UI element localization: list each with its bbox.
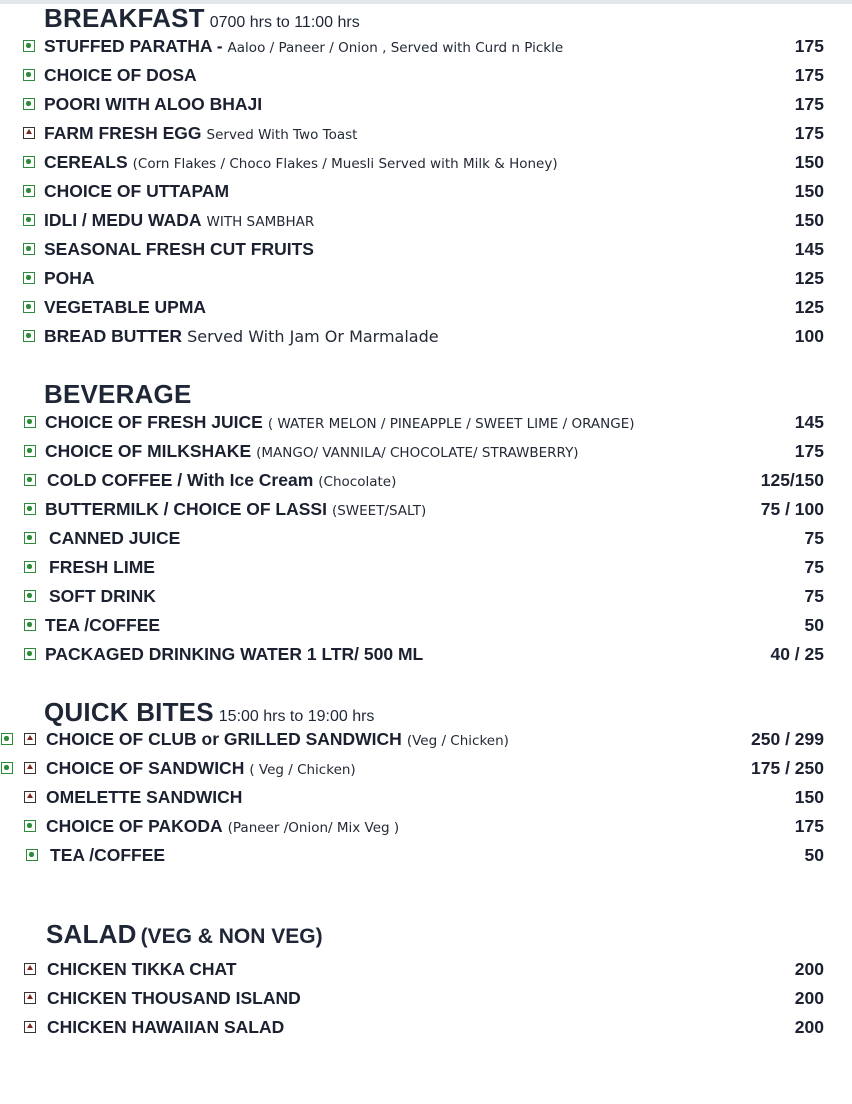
menu-item-name: CHICKEN THOUSAND ISLAND bbox=[47, 988, 301, 1008]
menu-item-price: 150 bbox=[794, 181, 824, 201]
menu-item-text bbox=[44, 92, 262, 117]
menu-item-price: 75 bbox=[804, 557, 824, 577]
menu-item-description: (Corn Flakes / Choco Flakes / Muesli Served with Milk & Honey) bbox=[132, 156, 558, 172]
quick-bites-title: QUICK BITES bbox=[44, 697, 214, 727]
veg-symbol-icon bbox=[23, 156, 35, 168]
beverage-title: BEVERAGE bbox=[44, 379, 192, 409]
menu-item-text bbox=[50, 843, 165, 868]
menu-item-text bbox=[46, 814, 399, 840]
non-veg-symbol-icon bbox=[24, 733, 36, 745]
veg-symbol-icon bbox=[24, 648, 36, 660]
menu-item-text bbox=[46, 727, 509, 753]
menu-item bbox=[0, 613, 852, 639]
menu-item-text bbox=[45, 439, 579, 465]
menu-item-text bbox=[46, 756, 356, 782]
menu-item-text bbox=[44, 266, 95, 291]
menu-item-price: 175 bbox=[794, 816, 824, 836]
menu-item-text bbox=[47, 1015, 284, 1040]
menu-item-price: 125/150 bbox=[760, 470, 824, 490]
menu-item-name: BREAD BUTTER bbox=[44, 326, 183, 346]
menu-item-text bbox=[44, 295, 206, 320]
menu-item-text bbox=[44, 121, 357, 147]
veg-symbol-icon bbox=[23, 301, 35, 313]
menu-item-name: CHICKEN TIKKA CHAT bbox=[47, 959, 237, 979]
menu-item-text bbox=[47, 468, 396, 494]
non-veg-symbol-icon bbox=[24, 1021, 36, 1033]
menu-item-name: SOFT DRINK bbox=[49, 586, 156, 606]
menu-item-name: VEGETABLE UPMA bbox=[44, 297, 207, 317]
veg-symbol-icon bbox=[24, 532, 36, 544]
menu-item bbox=[0, 179, 852, 205]
veg-symbol-icon bbox=[24, 820, 36, 832]
veg-symbol-icon bbox=[23, 98, 35, 110]
menu-item-name: CHOICE OF UTTAPAM bbox=[44, 181, 230, 201]
menu-item bbox=[0, 439, 852, 465]
menu-item-text bbox=[44, 34, 563, 60]
veg-symbol-icon bbox=[23, 185, 35, 197]
menu-item-name: CEREALS bbox=[44, 152, 128, 172]
quick-bites-hours: 15:00 hrs to 19:00 hrs bbox=[218, 708, 375, 725]
menu-item-name: IDLI / MEDU WADA bbox=[44, 210, 202, 230]
menu-item-text bbox=[44, 324, 439, 349]
menu-item-text bbox=[45, 613, 160, 638]
menu-item-name: POHA bbox=[44, 268, 95, 288]
menu-item-price: 175 / 250 bbox=[751, 758, 824, 778]
non-veg-symbol-icon bbox=[23, 127, 35, 139]
menu-item-text bbox=[49, 526, 180, 551]
menu-item-name: PACKAGED DRINKING WATER 1 LTR/ 500 ML bbox=[45, 644, 424, 664]
menu-item-description: Aaloo / Paneer / Onion , Served with Curd n Pickle bbox=[227, 40, 564, 56]
menu-item bbox=[0, 468, 852, 494]
menu-item-name: SEASONAL FRESH CUT FRUITS bbox=[44, 239, 314, 259]
menu-item-name: CHOICE OF DOSA bbox=[44, 65, 197, 85]
menu-item-price: 100 bbox=[794, 326, 824, 346]
menu-item bbox=[0, 642, 852, 668]
menu-item-name: CHOICE OF PAKODA bbox=[46, 816, 223, 836]
salad-subtitle: (VEG & NON VEG) bbox=[140, 925, 323, 948]
menu-item-description: Served With Two Toast bbox=[206, 127, 358, 143]
menu-item bbox=[0, 1015, 852, 1041]
menu-item bbox=[0, 756, 852, 782]
menu-item-price: 175 bbox=[794, 36, 824, 56]
menu-item bbox=[0, 555, 852, 581]
menu-item-text bbox=[44, 63, 197, 88]
veg-symbol-icon bbox=[23, 243, 35, 255]
menu-item-text bbox=[47, 957, 237, 982]
menu-item bbox=[0, 986, 852, 1012]
menu-item-price: 200 bbox=[794, 1017, 824, 1037]
beverage-header bbox=[44, 379, 192, 410]
menu-item-text bbox=[47, 986, 301, 1011]
menu-item-description: (Paneer /Onion/ Mix Veg ) bbox=[227, 820, 400, 836]
breakfast-header bbox=[44, 3, 360, 34]
salad-title: SALAD bbox=[46, 919, 137, 949]
menu-item-name: STUFFED PARATHA - bbox=[44, 36, 223, 56]
menu-item-price: 145 bbox=[794, 239, 824, 259]
menu-item-text bbox=[44, 179, 229, 204]
menu-item-name: FARM FRESH EGG bbox=[44, 123, 202, 143]
breakfast-hours: 0700 hrs to 11:00 hrs bbox=[209, 14, 360, 31]
menu-item-price: 75 bbox=[804, 586, 824, 606]
menu-item bbox=[0, 34, 852, 60]
quick-bites-header bbox=[44, 697, 374, 728]
menu-item-price: 150 bbox=[794, 152, 824, 172]
menu-item-price: 200 bbox=[794, 959, 824, 979]
menu-item-text bbox=[46, 785, 242, 810]
menu-item-name: OMELETTE SANDWICH bbox=[46, 787, 243, 807]
menu-item bbox=[0, 814, 852, 840]
menu-item bbox=[0, 843, 852, 869]
menu-item bbox=[0, 237, 852, 263]
menu-item bbox=[0, 266, 852, 292]
menu-item-price: 125 bbox=[794, 297, 824, 317]
menu-item-description: ( Veg / Chicken) bbox=[249, 762, 356, 778]
menu-item bbox=[0, 92, 852, 118]
veg-symbol-icon bbox=[24, 503, 36, 515]
menu-item-price: 40 / 25 bbox=[770, 644, 824, 664]
menu-item-price: 175 bbox=[794, 441, 824, 461]
veg-symbol-icon bbox=[24, 445, 36, 457]
menu-item bbox=[0, 63, 852, 89]
breakfast-title: BREAKFAST bbox=[44, 3, 205, 33]
menu-item-name: FRESH LIME bbox=[49, 557, 155, 577]
veg-symbol-icon bbox=[24, 416, 36, 428]
veg-symbol-icon bbox=[23, 272, 35, 284]
menu-item-name: TEA /COFFEE bbox=[50, 845, 166, 865]
menu-item-description: WITH SAMBHAR bbox=[206, 214, 315, 230]
menu-item-price: 175 bbox=[794, 65, 824, 85]
veg-symbol-icon bbox=[24, 619, 36, 631]
menu-item-name: BUTTERMILK / CHOICE OF LASSI bbox=[45, 499, 327, 519]
veg-symbol-icon bbox=[23, 214, 35, 226]
menu-item-text bbox=[44, 150, 558, 176]
menu-item bbox=[0, 295, 852, 321]
non-veg-symbol-icon bbox=[24, 791, 36, 803]
menu-item bbox=[0, 150, 852, 176]
non-veg-symbol-icon bbox=[24, 992, 36, 1004]
menu-item-price: 50 bbox=[804, 615, 824, 635]
menu-item-description: (SWEET/SALT) bbox=[331, 503, 427, 519]
salad-header bbox=[46, 919, 323, 950]
menu-item-description: (MANGO/ VANNILA/ CHOCOLATE/ STRAWBERRY) bbox=[256, 445, 579, 461]
menu-item-description: (Chocolate) bbox=[318, 474, 397, 490]
menu-item-name: CHICKEN HAWAIIAN SALAD bbox=[47, 1017, 285, 1037]
menu-item-name: TEA /COFFEE bbox=[45, 615, 161, 635]
menu-item bbox=[0, 410, 852, 436]
menu-item-price: 200 bbox=[794, 988, 824, 1008]
menu-item-price: 175 bbox=[794, 94, 824, 114]
menu-item bbox=[0, 957, 852, 983]
veg-symbol-icon bbox=[1, 762, 13, 774]
menu-item bbox=[0, 785, 852, 811]
menu-item-name: POORI WITH ALOO BHAJI bbox=[44, 94, 263, 114]
menu-item-text bbox=[44, 208, 314, 234]
menu-item-price: 75 / 100 bbox=[760, 499, 824, 519]
menu-item-name: CHOICE OF CLUB or GRILLED SANDWICH bbox=[46, 729, 402, 749]
veg-symbol-icon bbox=[23, 69, 35, 81]
menu-item-name: CHOICE OF MILKSHAKE bbox=[45, 441, 252, 461]
menu-item bbox=[0, 727, 852, 753]
menu-item-description: (Veg / Chicken) bbox=[406, 733, 509, 749]
menu-item-name: CHOICE OF SANDWICH bbox=[46, 758, 245, 778]
menu-item-name: COLD COFFEE / With Ice Cream bbox=[47, 470, 314, 490]
menu-item bbox=[0, 584, 852, 610]
menu-item-text bbox=[49, 584, 156, 609]
menu-item bbox=[0, 208, 852, 234]
menu-item-price: 145 bbox=[794, 412, 824, 432]
veg-symbol-icon bbox=[23, 330, 35, 342]
menu-item-description: Served With Jam Or Marmalade bbox=[187, 327, 439, 346]
menu-item-text bbox=[45, 642, 423, 667]
menu-item-price: 125 bbox=[794, 268, 824, 288]
menu-item bbox=[0, 526, 852, 552]
non-veg-symbol-icon bbox=[24, 963, 36, 975]
menu-item-price: 150 bbox=[794, 787, 824, 807]
menu-item-price: 150 bbox=[794, 210, 824, 230]
veg-symbol-icon bbox=[24, 561, 36, 573]
menu-item-text bbox=[44, 237, 314, 262]
veg-symbol-icon bbox=[24, 474, 36, 486]
menu-item-text bbox=[45, 410, 635, 436]
menu-item bbox=[0, 121, 852, 147]
veg-symbol-icon bbox=[26, 849, 38, 861]
menu-item-description: ( WATER MELON / PINEAPPLE / SWEET LIME / ORANGE) bbox=[267, 416, 635, 432]
veg-symbol-icon bbox=[23, 40, 35, 52]
menu-item-price: 50 bbox=[804, 845, 824, 865]
veg-symbol-icon bbox=[24, 590, 36, 602]
veg-symbol-icon bbox=[1, 733, 13, 745]
menu-item bbox=[0, 497, 852, 523]
menu-item-name: CHOICE OF FRESH JUICE bbox=[45, 412, 263, 432]
menu-item bbox=[0, 324, 852, 350]
non-veg-symbol-icon bbox=[24, 762, 36, 774]
menu-item-price: 175 bbox=[794, 123, 824, 143]
menu-item-text bbox=[45, 497, 426, 523]
menu-item-price: 250 / 299 bbox=[751, 729, 824, 749]
menu-item-name: CANNED JUICE bbox=[49, 528, 181, 548]
menu-item-text bbox=[49, 555, 155, 580]
menu-item-price: 75 bbox=[804, 528, 824, 548]
